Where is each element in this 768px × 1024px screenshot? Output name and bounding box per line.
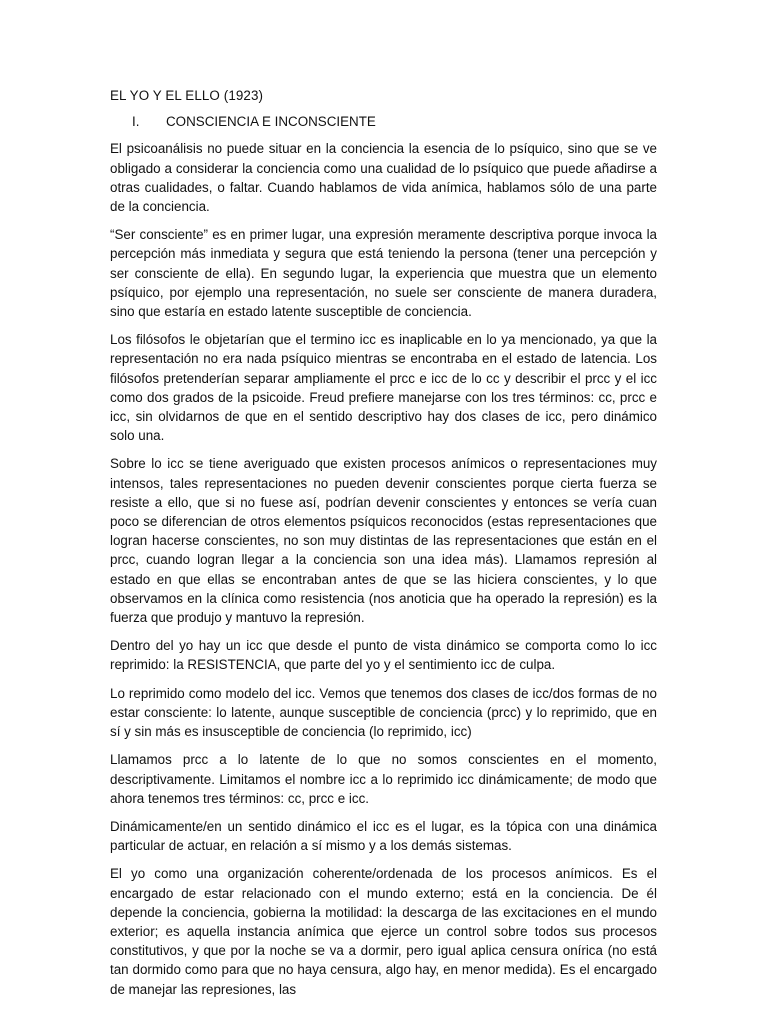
paragraph-4: Sobre lo icc se tiene averiguado que existen procesos anímicos o representaciones muy intensos, tales representaciones no pueden devenir conscientes porque cierta fuerza se resiste a ello, que si no fuese así, podrían devenir conscientes y entonces se vería cuan poco se diferencian de otros elementos psíquicos reconocidos (estas representaciones que logran hacerse conscientes, no son muy distintas de las representaciones que están en el prcc, cuando logran llegar a la conciencia son una idea más). Llamamos represión al estado en que ellas se encontraban antes de que se las hiciera conscientes, y lo que observamos en la clínica como resistencia (nos anoticia que ha operado la represión) es la fuerza que produjo y mantuvo la represión.: [110, 456, 657, 626]
paragraph-3: Los filósofos le objetarían que el termino icc es inaplicable en lo ya mencionado, ya que la representación no era nada psíquico mientras se encontraba en el estado de latencia. Los filósofos pretenderían separar ampliamente el prcc e icc de lo cc y describir el prcc y el icc como dos grados de la psicoide. Freud prefiere manejarse con los tres términos: cc, prcc e icc, sin olvidarnos de que en el sentido descriptivo hay dos clases de icc, pero dinámico solo una.: [110, 332, 657, 444]
document-page: [110, 86, 657, 1008]
section-title: CONSCIENCIA E INCONSCIENTE: [166, 114, 376, 130]
paragraph-8: Dinámicamente/en un sentido dinámico el icc es el lugar, es la tópica con una dinámica particular de actuar, en relación a sí mismo y a los demás sistemas.: [110, 818, 657, 854]
paragraph-1: El psicoanálisis no puede situar en la conciencia la esencia de lo psíquico, sino que se ve obligado a considerar la conciencia como una cualidad de lo psíquico que puede añadirse a otras cualidades, o faltar. Cuando hablamos de vida anímica, hablamos sólo de una parte de la conciencia.: [110, 141, 657, 215]
paragraph-7: Llamamos prcc a lo latente de lo que no somos conscientes en el momento, descriptivamente. Limitamos el nombre icc a lo reprimido icc dinámicamente; de modo que ahora tenemos tres términos: cc, prcc e icc.: [110, 752, 657, 806]
paragraph-9: El yo como una organización coherente/ordenada de los procesos anímicos. Es el encargado de estar relacionado con el mundo externo; está en la conciencia. De él depende la conciencia, gobierna la motilidad: la descarga de las excitaciones en el mundo exterior; es aquella instancia anímica que ejerce un control sobre todos sus procesos constitutivos, y que por la noche se va a dormir, pero igual aplica censura onírica (no está tan dormido como para que no haya censura, algo hay, en menor medida). Es el encargado de manejar las represiones, las: [110, 866, 657, 997]
paragraph-5: Dentro del yo hay un icc que desde el punto de vista dinámico se comporta como lo icc reprimido: la RESISTENCIA, que parte del yo y el sentimiento icc de culpa.: [110, 638, 657, 673]
document-title: EL YO Y EL ELLO (1923): [110, 88, 264, 103]
paragraph-6: Lo reprimido como modelo del icc. Vemos que tenemos dos clases de icc/dos formas de no estar consciente: lo latente, aunque susceptible de conciencia (prcc) y lo reprimido, que en sí y sin más es insusceptible de conciencia (lo reprimido, icc): [110, 685, 657, 740]
section-heading: [110, 112, 657, 131]
paragraph-2: “Ser consciente” es en primer lugar, una expresión meramente descriptiva porque invoca la percepción más inmediata y segura que está teniendo la persona (tener una percepción y ser consciente de ella). En segundo lugar, la experiencia que muestra que un elemento psíquico, por ejemplo una representación, no suele ser consciente de manera duradera, sino que estaría en estado latente susceptible de conciencia.: [110, 227, 657, 320]
section-number: I.: [132, 114, 140, 130]
